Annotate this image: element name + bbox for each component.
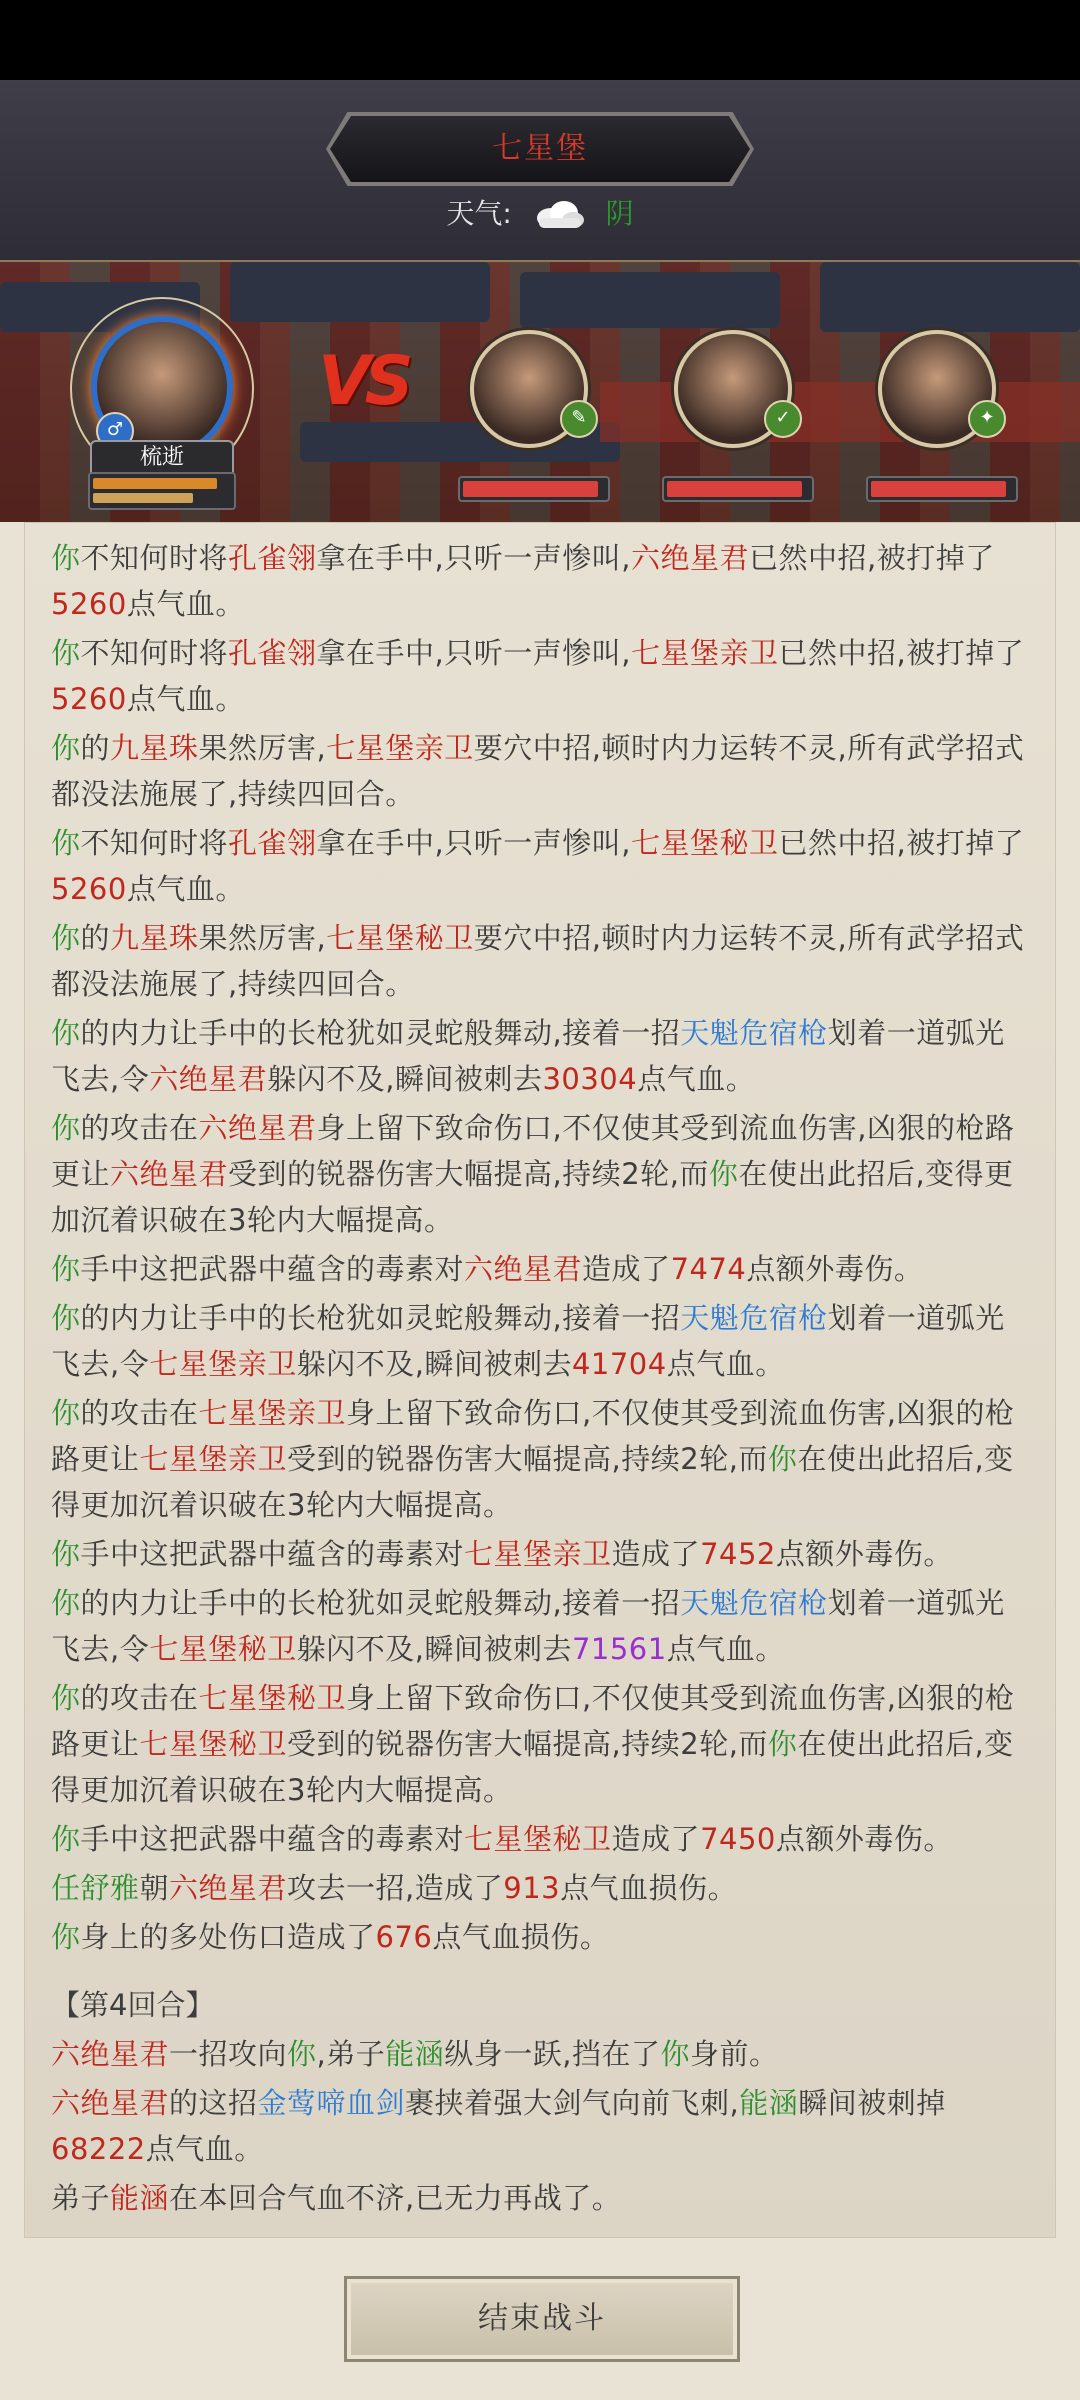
log-text: 拿在手中,只听一声惨叫, bbox=[316, 826, 631, 860]
log-text: 要穴中招,顿时内力运转不灵,所有武学招式都没法施展了,持续四回合。 bbox=[51, 921, 1025, 1001]
enemy-or-value: 7452 bbox=[700, 1537, 776, 1571]
log-entry bbox=[51, 2031, 1031, 2077]
ally-name: 任舒雅 bbox=[51, 1871, 140, 1905]
log-text: 身上的多处伤口造成了 bbox=[80, 1920, 376, 1954]
enemy-or-value: 5260 bbox=[51, 872, 127, 906]
gender-icon: ♂ bbox=[96, 412, 134, 450]
log-text: 点气血。 bbox=[637, 1062, 756, 1096]
enemy-or-value: 七星堡亲卫 bbox=[139, 1442, 288, 1476]
enemy-or-value: 7474 bbox=[670, 1252, 747, 1286]
log-entry bbox=[51, 1816, 1031, 1862]
player-hp-fill bbox=[93, 478, 217, 489]
enemy-or-value: 七星堡亲卫 bbox=[464, 1537, 612, 1571]
log-text: 点气血。 bbox=[126, 587, 245, 621]
log-entry bbox=[51, 1675, 1031, 1813]
ally-name: 你 bbox=[767, 1727, 798, 1761]
log-entry bbox=[51, 1390, 1031, 1528]
ally-name: 你 bbox=[51, 826, 81, 860]
ally-name: 你 bbox=[660, 2037, 691, 2071]
enemy-or-value: 7450 bbox=[700, 1822, 776, 1856]
enemy-or-value: 5260 bbox=[51, 682, 127, 716]
enemy-or-value: 六绝星君 bbox=[169, 1871, 288, 1905]
log-text: 手中这把武器中蕴含的毒素对 bbox=[80, 1252, 465, 1286]
enemy-or-value: 能涵 bbox=[110, 2181, 170, 2215]
log-text: 朝 bbox=[139, 1871, 170, 1905]
enemy-or-value: 六绝星君 bbox=[51, 2037, 170, 2071]
log-text: 裹挟着强大剑气向前飞刺, bbox=[405, 2086, 740, 2120]
log-text: 身上留下致命伤口,不仅使其受到流血伤害,凶狠的枪路更让 bbox=[51, 1681, 1015, 1761]
log-entry bbox=[51, 1531, 1031, 1577]
enemy-or-value: 913 bbox=[503, 1871, 561, 1905]
log-entry bbox=[51, 1865, 1031, 1911]
log-entry bbox=[51, 725, 1031, 817]
enemy-or-value: 七星堡亲卫 bbox=[630, 636, 779, 670]
enemy-or-value: 孔雀翎 bbox=[228, 826, 317, 860]
enemy-or-value: 七星堡亲卫 bbox=[198, 1396, 347, 1430]
log-text: 不知何时将 bbox=[80, 636, 229, 670]
log-text: 在使出此招后,变得更加沉着识破在3轮内大幅提高。 bbox=[51, 1157, 1014, 1237]
enemy-or-value: 九星珠 bbox=[110, 731, 199, 765]
log-text: 的攻击在 bbox=[80, 1681, 199, 1715]
enemy-hp-fill-2 bbox=[667, 481, 802, 497]
log-text: 造成了 bbox=[582, 1252, 671, 1286]
enemy-or-value: 七星堡秘卫 bbox=[464, 1822, 612, 1856]
log-entry bbox=[51, 2080, 1031, 2172]
battle-log-list-round4 bbox=[51, 2031, 1031, 2221]
ally-name: 你 bbox=[51, 1396, 81, 1430]
log-entry bbox=[51, 630, 1031, 722]
log-text: 身上留下致命伤口,不仅使其受到流血伤害,凶狠的枪路更让 bbox=[51, 1111, 1015, 1191]
skill-name: 天魁危宿枪 bbox=[680, 1301, 828, 1335]
log-text: 受到的锐器伤害大幅提高,持续2轮,而 bbox=[287, 1727, 768, 1761]
skill-name: 天魁危宿枪 bbox=[680, 1586, 828, 1620]
log-text: 点气血损伤。 bbox=[560, 1871, 738, 1905]
log-text: 划着一道弧光飞去,令 bbox=[51, 1586, 1005, 1666]
ally-name: 你 bbox=[51, 1111, 81, 1145]
log-text: 点气血。 bbox=[666, 1347, 785, 1381]
location-title: 七星堡 bbox=[492, 131, 588, 166]
log-text: 拿在手中,只听一声惨叫, bbox=[316, 541, 631, 575]
enemy-or-value: 七星堡秘卫 bbox=[198, 1681, 347, 1715]
log-text: 的内力让手中的长枪犹如灵蛇般舞动,接着一招 bbox=[80, 1301, 681, 1335]
enemy-or-value: 六绝星君 bbox=[198, 1111, 317, 1145]
battle-scene bbox=[0, 262, 1080, 522]
ally-name: 你 bbox=[51, 731, 81, 765]
ally-name: 你 bbox=[51, 1301, 81, 1335]
player-mp-fill bbox=[93, 493, 193, 503]
weather-row bbox=[0, 192, 1080, 236]
enemy-or-value: 七星堡秘卫 bbox=[149, 1632, 297, 1666]
ally-name: 你 bbox=[51, 1252, 81, 1286]
log-text: 不知何时将 bbox=[80, 826, 229, 860]
log-text: 已然中招,被打掉了 bbox=[749, 541, 995, 575]
log-entry bbox=[51, 535, 1031, 627]
weather-label: 天气: bbox=[446, 197, 512, 230]
log-text: 点额外毒伤。 bbox=[775, 1822, 953, 1856]
enemy-or-value: 六绝星君 bbox=[149, 1062, 268, 1096]
enemy-or-value: 41704 bbox=[571, 1347, 667, 1381]
log-text: 果然厉害, bbox=[198, 921, 327, 955]
log-text: 果然厉害, bbox=[198, 731, 327, 765]
wall-decoration bbox=[600, 382, 1080, 442]
log-text: 躲闪不及,瞬间被刺去 bbox=[296, 1347, 572, 1381]
log-text: 点气血。 bbox=[126, 872, 245, 906]
enemy-hp-fill-1 bbox=[463, 481, 598, 497]
log-entry bbox=[51, 2175, 1031, 2221]
enemy-or-value: 七星堡秘卫 bbox=[139, 1727, 288, 1761]
log-text: 已然中招,被打掉了 bbox=[778, 826, 1025, 860]
player-name: 梳逝 bbox=[139, 445, 184, 470]
log-text: 的这招 bbox=[169, 2086, 258, 2120]
enemy-or-value: 七星堡秘卫 bbox=[326, 921, 474, 955]
enemy-or-value: 六绝星君 bbox=[110, 1157, 229, 1191]
enemy-hp-bar-2 bbox=[662, 476, 814, 502]
log-text: 在本回合气血不济,已无力再战了。 bbox=[169, 2181, 622, 2215]
log-entry bbox=[51, 1914, 1031, 1960]
battle-header bbox=[0, 80, 1080, 263]
enemy-or-value: 5260 bbox=[51, 587, 127, 621]
ally-name: 你 bbox=[51, 1681, 81, 1715]
log-text: 的攻击在 bbox=[80, 1396, 199, 1430]
log-text: 点额外毒伤。 bbox=[775, 1537, 953, 1571]
enemy-or-value: 孔雀翎 bbox=[228, 636, 317, 670]
log-entry bbox=[51, 1295, 1031, 1387]
round-header: 【第4回合】 bbox=[51, 1988, 215, 2022]
ally-name: 你 bbox=[767, 1442, 798, 1476]
log-entry bbox=[51, 820, 1031, 912]
enemy-badge-2: ✓ bbox=[764, 400, 802, 438]
log-text: 手中这把武器中蕴含的毒素对 bbox=[80, 1537, 465, 1571]
log-text: 的内力让手中的长枪犹如灵蛇般舞动,接着一招 bbox=[80, 1016, 681, 1050]
log-text: 手中这把武器中蕴含的毒素对 bbox=[80, 1822, 465, 1856]
ally-name: 你 bbox=[51, 1537, 81, 1571]
ally-name: 你 bbox=[51, 1822, 81, 1856]
log-text: 拿在手中,只听一声惨叫, bbox=[316, 636, 631, 670]
log-text: 划着一道弧光飞去,令 bbox=[51, 1301, 1005, 1381]
log-text: 受到的锐器伤害大幅提高,持续2轮,而 bbox=[287, 1442, 768, 1476]
log-text: 要穴中招,顿时内力运转不灵,所有武学招式都没法施展了,持续四回合。 bbox=[51, 731, 1025, 811]
ally-name: 你 bbox=[287, 2037, 317, 2071]
ally-name: 你 bbox=[51, 541, 81, 575]
ally-name: 你 bbox=[51, 921, 81, 955]
enemy-or-value: 676 bbox=[375, 1920, 433, 1954]
log-text: 受到的锐器伤害大幅提高,持续2轮,而 bbox=[228, 1157, 709, 1191]
roof-decoration bbox=[230, 262, 490, 322]
log-text: 瞬间被刺掉 bbox=[798, 2086, 946, 2120]
log-text: 在使出此招后,变得更加沉着识破在3轮内大幅提高。 bbox=[51, 1727, 1014, 1807]
battle-log-panel[interactable] bbox=[24, 522, 1056, 2238]
log-text: 纵身一跃,挡在了 bbox=[444, 2037, 661, 2071]
ally-name: 你 bbox=[51, 1016, 81, 1050]
log-text: 造成了 bbox=[611, 1822, 701, 1856]
enemy-badge-1: ✎ bbox=[560, 400, 598, 438]
enemy-or-value: 30304 bbox=[542, 1062, 638, 1096]
enemy-or-value: 七星堡亲卫 bbox=[326, 731, 474, 765]
roof-decoration bbox=[820, 262, 1080, 332]
log-text: 点气血损伤。 bbox=[432, 1920, 610, 1954]
log-text: 的 bbox=[80, 731, 111, 765]
enemy-or-value: 六绝星君 bbox=[51, 2086, 170, 2120]
ally-name: 你 bbox=[51, 1586, 81, 1620]
skill-name: 天魁危宿枪 bbox=[680, 1016, 828, 1050]
skill-name: 金莺啼血剑 bbox=[257, 2086, 406, 2120]
enemy-hp-bar-3 bbox=[866, 476, 1018, 502]
ally-name: 能涵 bbox=[385, 2037, 445, 2071]
log-text: 身前。 bbox=[690, 2037, 779, 2071]
enemy-or-value: 孔雀翎 bbox=[228, 541, 317, 575]
roof-decoration bbox=[520, 272, 780, 328]
status-bar bbox=[0, 0, 1080, 80]
enemy-or-value: 七星堡亲卫 bbox=[149, 1347, 297, 1381]
enemy-hp-fill-3 bbox=[871, 481, 1006, 497]
enemy-or-value: 六绝星君 bbox=[464, 1252, 583, 1286]
enemy-hp-bar-1 bbox=[458, 476, 610, 502]
enemy-or-value: 七星堡秘卫 bbox=[630, 826, 779, 860]
log-entry bbox=[51, 915, 1031, 1007]
log-text: 已然中招,被打掉了 bbox=[778, 636, 1025, 670]
enemy-or-value: 68222 bbox=[51, 2132, 146, 2166]
log-text: 造成了 bbox=[611, 1537, 701, 1571]
log-entry bbox=[51, 1010, 1031, 1102]
log-text: 划着一道弧光飞去,令 bbox=[51, 1016, 1005, 1096]
weather-value: 阴 bbox=[605, 197, 634, 230]
log-entry bbox=[51, 1580, 1031, 1672]
ally-name: 你 bbox=[708, 1157, 739, 1191]
log-text: 弟子 bbox=[51, 2181, 111, 2215]
log-text: 攻去一招,造成了 bbox=[287, 1871, 504, 1905]
enemy-or-value: 九星珠 bbox=[110, 921, 199, 955]
log-text: 点气血。 bbox=[145, 2132, 264, 2166]
log-text: 的攻击在 bbox=[80, 1111, 199, 1145]
log-text: 点气血。 bbox=[666, 1632, 785, 1666]
player-hp-bar bbox=[88, 472, 236, 510]
vs-label: VS bbox=[318, 342, 408, 421]
log-text: 在使出此招后,变得更加沉着识破在3轮内大幅提高。 bbox=[51, 1442, 1014, 1522]
log-text: 一招攻向 bbox=[169, 2037, 288, 2071]
battle-log-list bbox=[51, 535, 1031, 1960]
log-text: ,弟子 bbox=[316, 2037, 386, 2071]
log-text: 点气血。 bbox=[126, 682, 245, 716]
crit-value: 71561 bbox=[571, 1632, 667, 1666]
log-text: 躲闪不及,瞬间被刺去 bbox=[296, 1632, 572, 1666]
log-text: 不知何时将 bbox=[80, 541, 229, 575]
log-text: 的内力让手中的长枪犹如灵蛇般舞动,接着一招 bbox=[80, 1586, 681, 1620]
enemy-badge-3: ✦ bbox=[968, 400, 1006, 438]
ally-name: 能涵 bbox=[739, 2086, 799, 2120]
ally-name: 你 bbox=[51, 636, 81, 670]
enemy-or-value: 六绝星君 bbox=[630, 541, 749, 575]
log-text: 的 bbox=[80, 921, 111, 955]
cloud-icon bbox=[531, 198, 587, 232]
log-entry bbox=[51, 1105, 1031, 1243]
log-text: 身上留下致命伤口,不仅使其受到流血伤害,凶狠的枪路更让 bbox=[51, 1396, 1015, 1476]
log-text: 躲闪不及,瞬间被刺去 bbox=[267, 1062, 543, 1096]
log-text: 点额外毒伤。 bbox=[746, 1252, 924, 1286]
end-battle-button[interactable]: 结束战斗 bbox=[344, 2276, 740, 2362]
ally-name: 你 bbox=[51, 1920, 81, 1954]
log-entry bbox=[51, 1246, 1031, 1292]
